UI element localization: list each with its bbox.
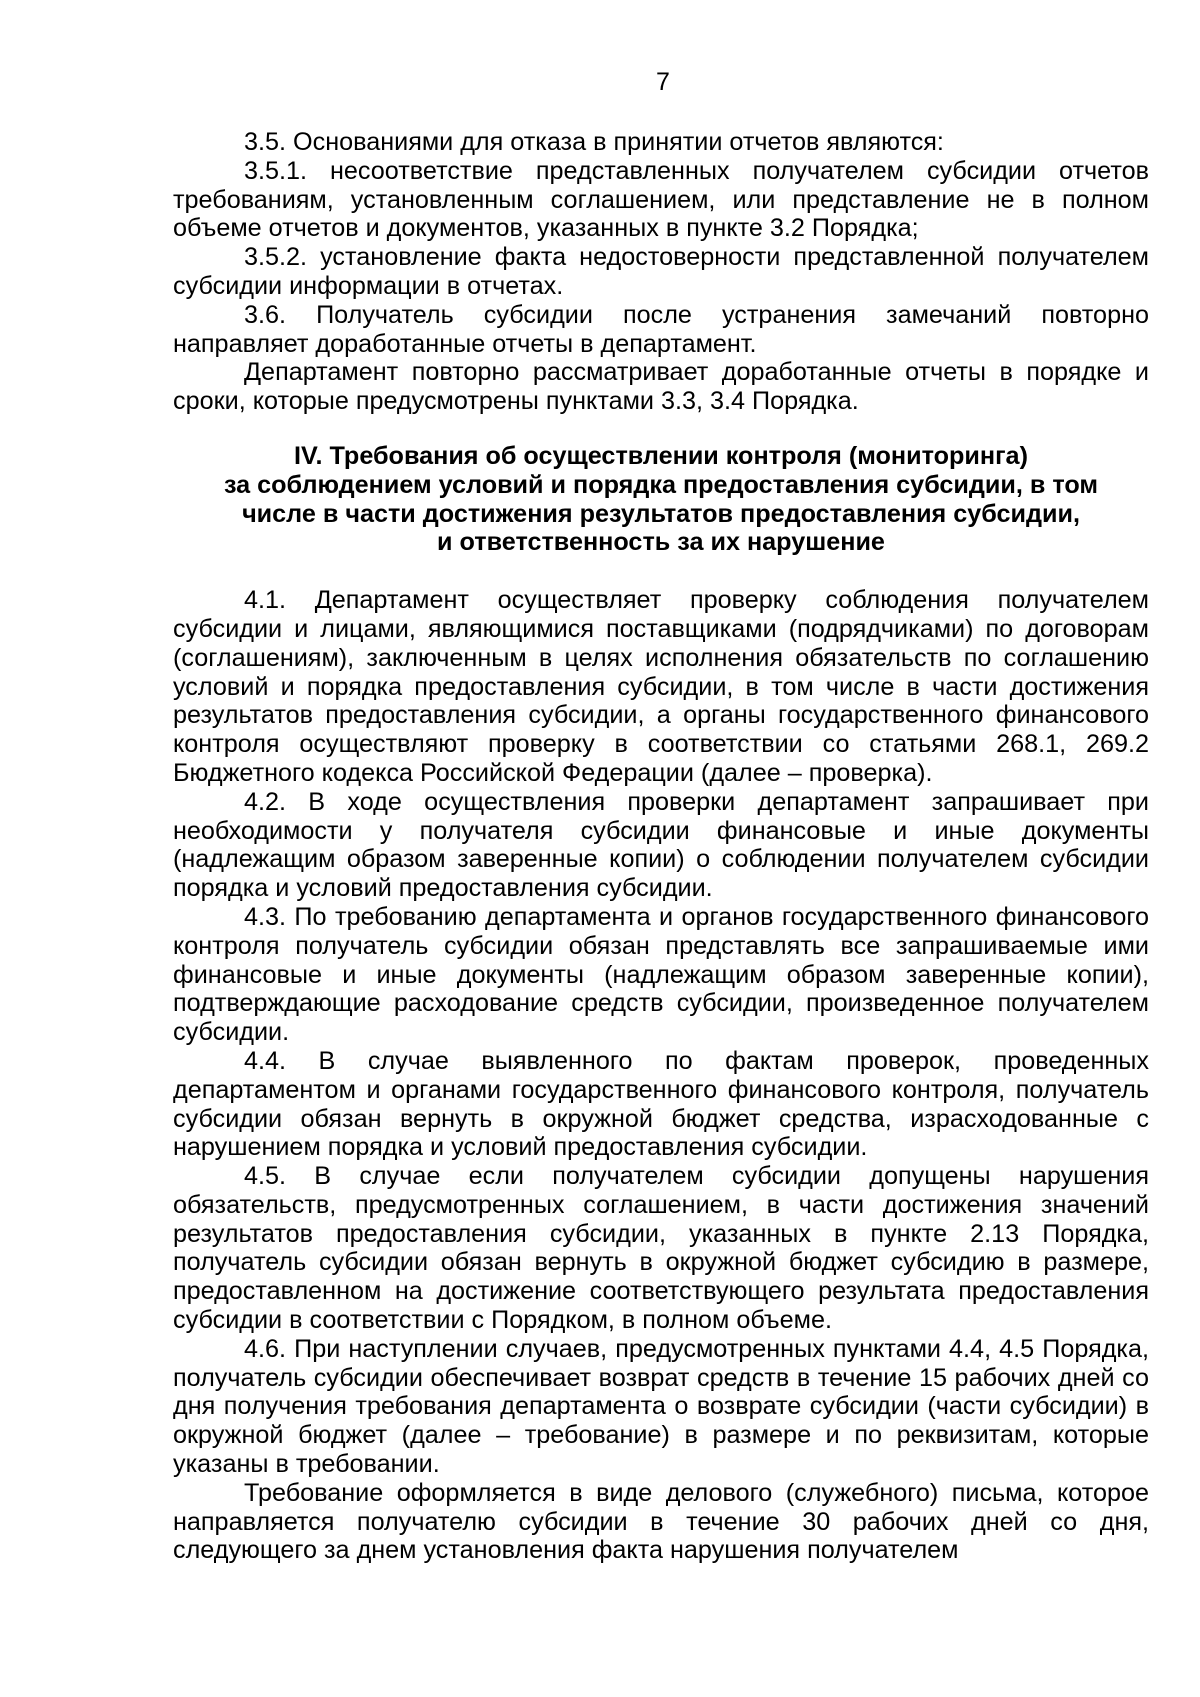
paragraph-4-5: 4.5. В случае если получателем субсидии допущены нарушения обязательств, предусмотренных соглашением, в части достижения значений результатов предоставления субсидии, указанных в пункте 2.13 Порядка, получатель субсидии обязан вернуть в окружной бюджет субсидию в размере, предоставленном на достижение соответствующего результата предоставления субсидии в соответствии с Порядком, в полном объеме. [173,1162,1149,1335]
section-iv-body [173,586,1149,1565]
paragraph-4-3: 4.3. По требованию департамента и органов государственного финансового контроля получатель субсидии обязан представлять все запрашиваемые ими финансовые и иные документы (надлежащим образом заверенные копии), подтверждающие расходование средств субсидии, произведенное получателем субсидии. [173,902,1149,1047]
paragraph-3-6-continuation: Департамент повторно рассматривает доработанные отчеты в порядке и сроки, которые предусмотрены пунктами 3.3, 3.4 Порядка. [173,358,1149,416]
paragraph-3-5-2: 3.5.2. установление факта недостоверности представленной получателем субсидии информации в отчетах. [173,243,1149,300]
paragraph-4-1: 4.1. Департамент осуществляет проверку соблюдения получателем субсидии и лицами, являющимися поставщиками (подрядчиками) по договорам (соглашениям), заключенным в целях исполнения обязательств по соглашению условий и порядка предоставления субсидии, в том числе в части достижения результатов предоставления субсидии, а органы государственного финансового контроля осуществляют проверку в соответствии со статьями 268.1, 269.2 Бюджетного кодекса Российской Федерации (далее – проверка). [173,586,1149,787]
paragraph-3-5: 3.5. Основаниями для отказа в принятии отчетов являются: [244,128,944,156]
paragraph-4-4: 4.4. В случае выявленного по фактам проверок, проведенных департаментом и органами государственного финансового контроля, получатель субсидии обязан вернуть в окружной бюджет средства, израсходованные с нарушением порядка и условий предоставления субсидии. [173,1046,1149,1162]
paragraph-requirement-letter: Требование оформляется в виде делового (служебного) письма, которое направляется получателю субсидии в течение 30 рабочих дней со дня, следующего за днем установления факта нарушения получателем [173,1478,1149,1565]
heading-line: и ответственность за их нарушение [437,528,885,557]
paragraph-3-6: 3.6. Получатель субсидии после устранения замечаний повторно направляет доработанные отчеты в департамент. [173,300,1149,358]
page-number: 7 [656,68,670,96]
heading-line: за соблюдением условий и порядка предоставления субсидии, в том [223,470,1099,499]
paragraph-3-5-1: 3.5.1. несоответствие представленных получателем субсидии отчетов требованиям, установленным соглашением, или представление не в полном объеме отчетов и документов, указанных в пункте 3.2 Порядка; [173,156,1149,243]
heading-line: IV. Требования об осуществлении контроля (мониторинга) [294,441,1028,470]
section-iii-continuation [173,128,1149,416]
paragraph-4-6: 4.6. При наступлении случаев, предусмотренных пунктами 4.4, 4.5 Порядка, получатель субсидии обеспечивает возврат средств в течение 15 рабочих дней со дня получения требования департамента о возврате субсидии (части субсидии) в окружной бюджет (далее – требование) в размере и по реквизитам, которые указаны в требовании. [173,1334,1149,1479]
heading-line: числе в части достижения результатов предоставления субсидии, [242,499,1080,528]
section-iv-heading [173,442,1149,557]
paragraph-4-2: 4.2. В ходе осуществления проверки департамент запрашивает при необходимости у получателя субсидии финансовые и иные документы (надлежащим образом заверенные копии) о соблюдении получателем субсидии порядка и условий предоставления субсидии. [173,787,1149,903]
